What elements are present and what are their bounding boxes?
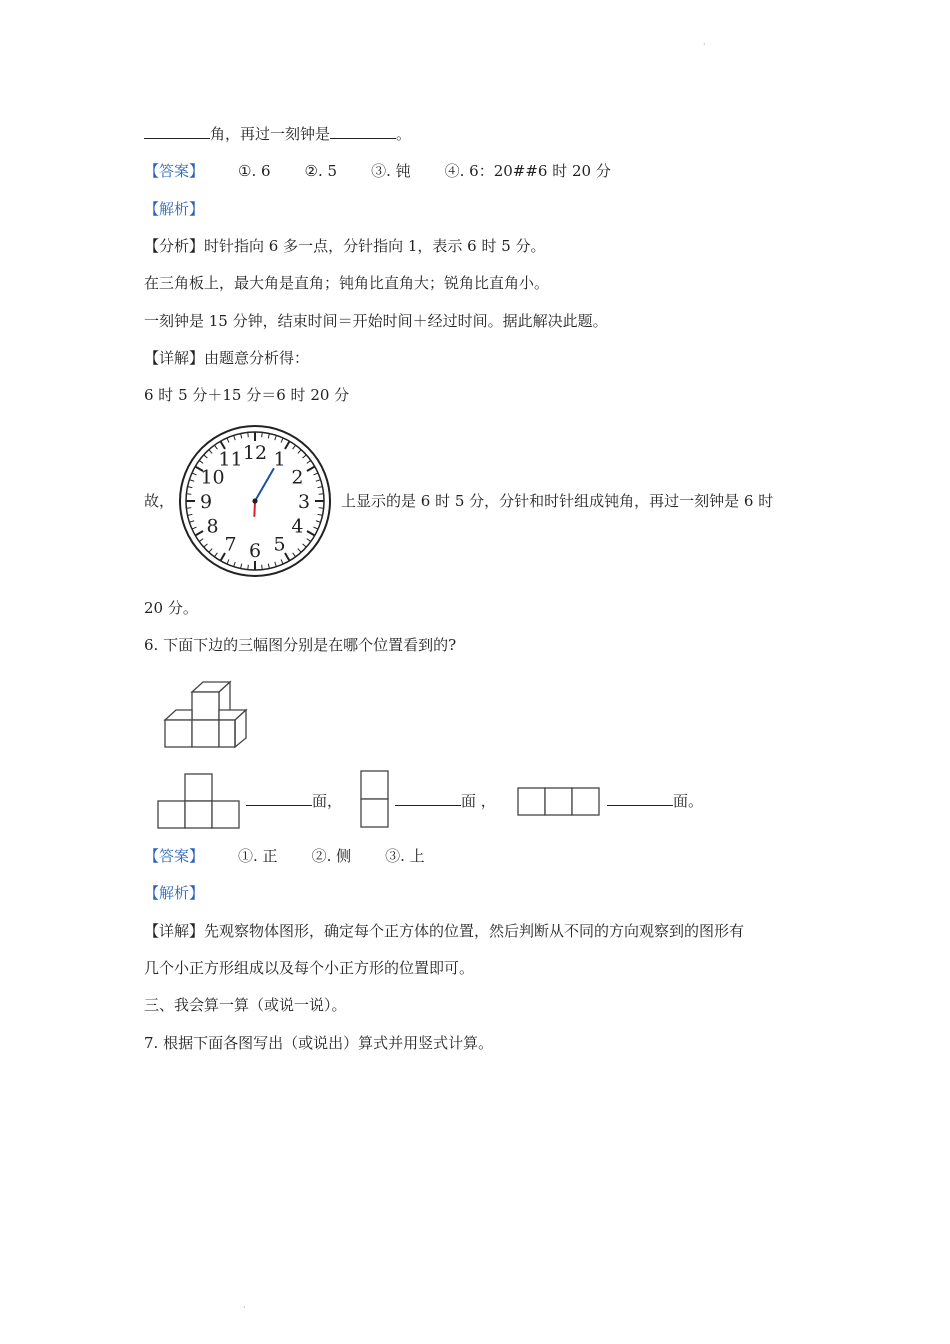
top-view-figure [516,786,604,818]
q5-calc: 6 时 5 分＋15 分＝6 时 20 分 [144,386,350,404]
side-view-answer [395,790,496,811]
answer-item: ③. 上 [385,847,425,865]
answer-blank [144,123,210,139]
q5-tail-part1: 角，再过一刻钟是 [210,125,331,143]
answer-tag: 【答案】 [144,847,205,865]
q6-detail-line1: 【详解】先观察物体图形，确定每个正方体的位置，然后判断从不同的方向观察到的图形有 [144,922,745,940]
front-view-figure [156,773,242,831]
answer-item: ①. 正 [238,847,278,865]
cube-stack-figure [160,680,264,752]
answer-tag: 【答案】 [144,162,205,180]
q5-line3: 一刻钟是 15 分钟，结束时间＝开始时间＋经过时间。据此解决此题。 [144,312,608,330]
clock-center [252,498,257,503]
answer-blank [395,790,461,806]
clock-tick [248,565,249,570]
clock-tick [186,508,191,509]
q6-detail-line2: 几个小正方形组成以及每个小正方形的位置即可。 [144,959,475,977]
clock-tick [262,432,263,437]
q5-tail-line [144,123,411,144]
clock-number: 11 [218,448,243,471]
clock-tick [319,494,324,495]
view-suffix-3: 面。 [673,792,704,810]
q5-line2: 在三角板上，最大角是直角；钝角比直角大；锐角比直角小。 [144,274,550,292]
q5-clock-prefix: 故， [144,492,175,510]
q5-end: 20 分。 [144,599,198,617]
answer-item: ①. 6 [238,162,271,180]
answer-blank [246,790,312,806]
q5-detail: 【详解】由题意分析得： [144,349,310,367]
clock-tick [186,494,191,495]
answer-item: ③. 钝 [371,162,411,180]
clock-number: 2 [291,466,304,489]
clock-number: 3 [297,491,311,513]
q6-title: 6. 下面下边的三幅图分别是在哪个位置看到的? [144,636,457,654]
clock-tick [262,565,263,570]
clock-number: 8 [206,515,219,538]
q7-title: 7. 根据下面各图写出（或说出）算式并用竖式计算。 [144,1034,494,1052]
answer-item: ②. 5 [304,162,338,180]
clock-number: 9 [199,491,213,513]
view-suffix-1: 面， [312,792,343,810]
clock-number: 5 [273,533,286,556]
clock-number: 10 [200,466,225,489]
section-3-heading: 三、我会算一算（或说一说）。 [144,996,347,1014]
view-suffix-2: 面 ， [461,792,496,810]
answer-item: ②. 侧 [311,847,352,865]
q5-answer-line [144,161,611,181]
q6-answer-line [144,846,425,866]
clock-face [178,424,332,578]
clock-number: 4 [291,515,304,538]
clock-number: 6 [248,540,262,562]
answer-item: ④. 6：20##6 时 20 分 [444,162,611,180]
front-view-answer [246,790,342,811]
clock-number: 1 [273,448,286,471]
answer-blank [607,790,673,806]
scan-dot: · [243,1303,246,1312]
answer-blank [330,123,396,139]
clock-tick [319,508,324,509]
analysis-tag: 【解析】 [144,200,205,218]
q5-tail-part2: 。 [396,125,412,143]
clock-number: 7 [224,533,237,556]
q5-fenxi: 【分析】时针指向 6 多一点，分针指向 1，表示 6 时 5 分。 [144,237,546,255]
side-view-figure [359,769,391,831]
top-view-answer [607,790,703,811]
clock-number: 12 [242,442,268,464]
analysis-tag: 【解析】 [144,884,205,902]
q5-clock-suffix: 上显示的是 6 时 5 分，分针和时针组成钝角，再过一刻钟是 6 时 [341,492,774,510]
clock-tick [248,432,249,437]
scan-dot: · [703,40,706,49]
